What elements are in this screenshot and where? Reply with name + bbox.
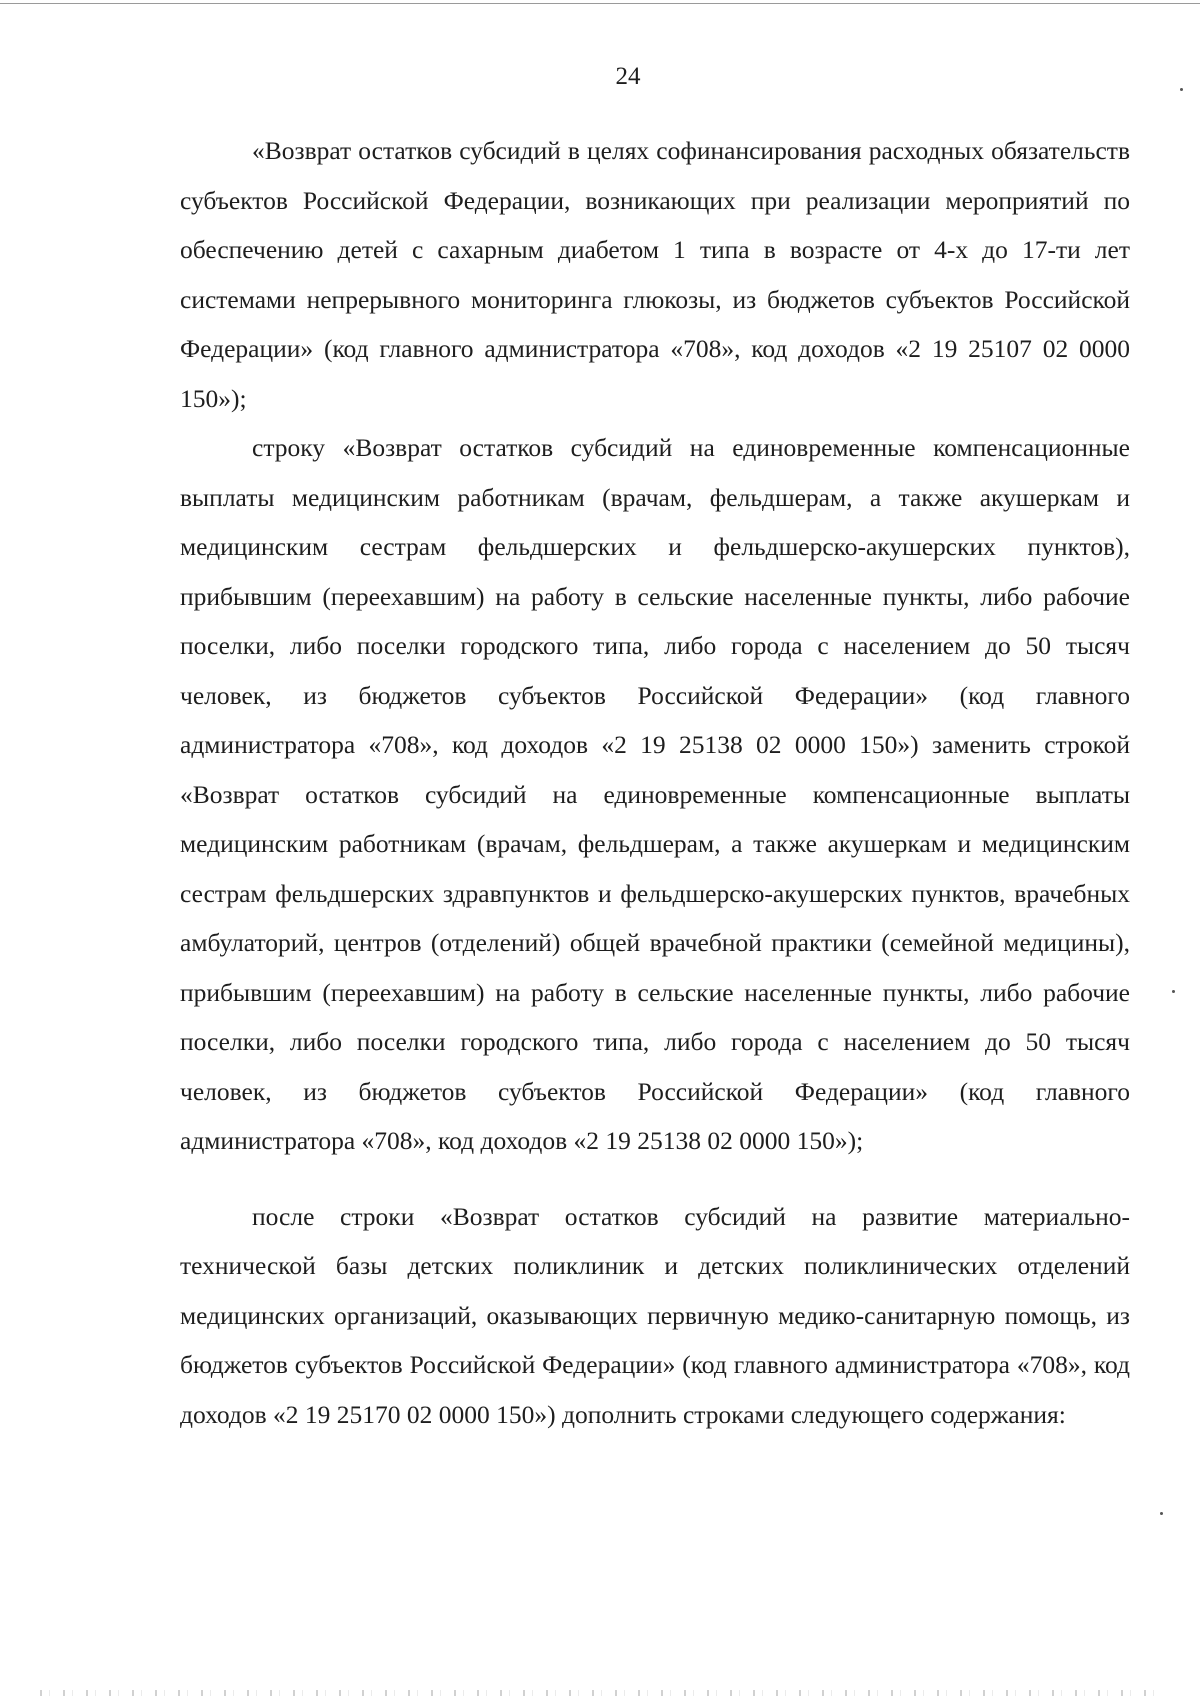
scan-edge-line bbox=[0, 3, 1200, 4]
paragraph-replace-line-compensation: строку «Возврат остатков субсидий на единовременные компенсационные выплаты медицинским работникам (врачам, фельдшерам, а также акушеркам и медицинским сестрам фельдшерских и фельдшерско-акушерских пунктов), прибывшим (переехавшим) на работу в сельские населенные пункты, либо рабочие поселки, либо поселки городского типа, либо города с населением до 50 тысяч человек, из бюджетов субъектов Российской Федерации» (код главного администратора «708», код доходов «2 19 25138 02 0000 150») заменить строкой «Возврат остатков субсидий на единовременные компенсационные выплаты медицинским работникам (врачам, фельдшерам, а также акушеркам и медицинским сестрам фельдшерских здравпунктов и фельдшерско-акушерских пунктов, врачебных амбулаторий, центров (отделений) общей врачебной практики (семейной медицины), прибывшим (переехавшим) на работу в сельские населенные пункты, либо рабочие поселки, либо поселки городского типа, либо города с населением до 50 тысяч человек, из бюджетов субъектов Российской Федерации» (код главного администратора «708», код доходов «2 19 25138 02 0000 150»); bbox=[180, 433, 1130, 1155]
scan-speck bbox=[1172, 990, 1175, 993]
document-body bbox=[180, 126, 1130, 1439]
scan-speck bbox=[1180, 88, 1183, 91]
paragraph-add-lines-after: после строки «Возврат остатков субсидий на развитие материально-технической базы детских поликлиник и детских поликлинических отделений медицинских организаций, оказывающих первичную медико-санитарную помощь, из бюджетов субъектов Российской Федерации» (код главного администратора «708», код доходов «2 19 25170 02 0000 150») дополнить строками следующего содержания: bbox=[180, 1201, 1130, 1429]
page-number: 24 bbox=[615, 63, 641, 90]
paragraph-return-subsidies-glucose: «Возврат остатков субсидий в целях софинансирования расходных обязательств субъектов Российской Федерации, возникающих при реализации мероприятий по обеспечению детей с сахарным диабетом 1 типа в возрасте от 4-х до 17-ти лет системами непрерывного мониторинга глюкозы, из бюджетов субъектов Российской Федерации» (код главного администратора «708», код доходов «2 19 25107 02 0000 150»); bbox=[180, 136, 1130, 413]
scan-speck bbox=[1160, 1512, 1163, 1515]
scan-bottom-noise bbox=[40, 1690, 1160, 1696]
